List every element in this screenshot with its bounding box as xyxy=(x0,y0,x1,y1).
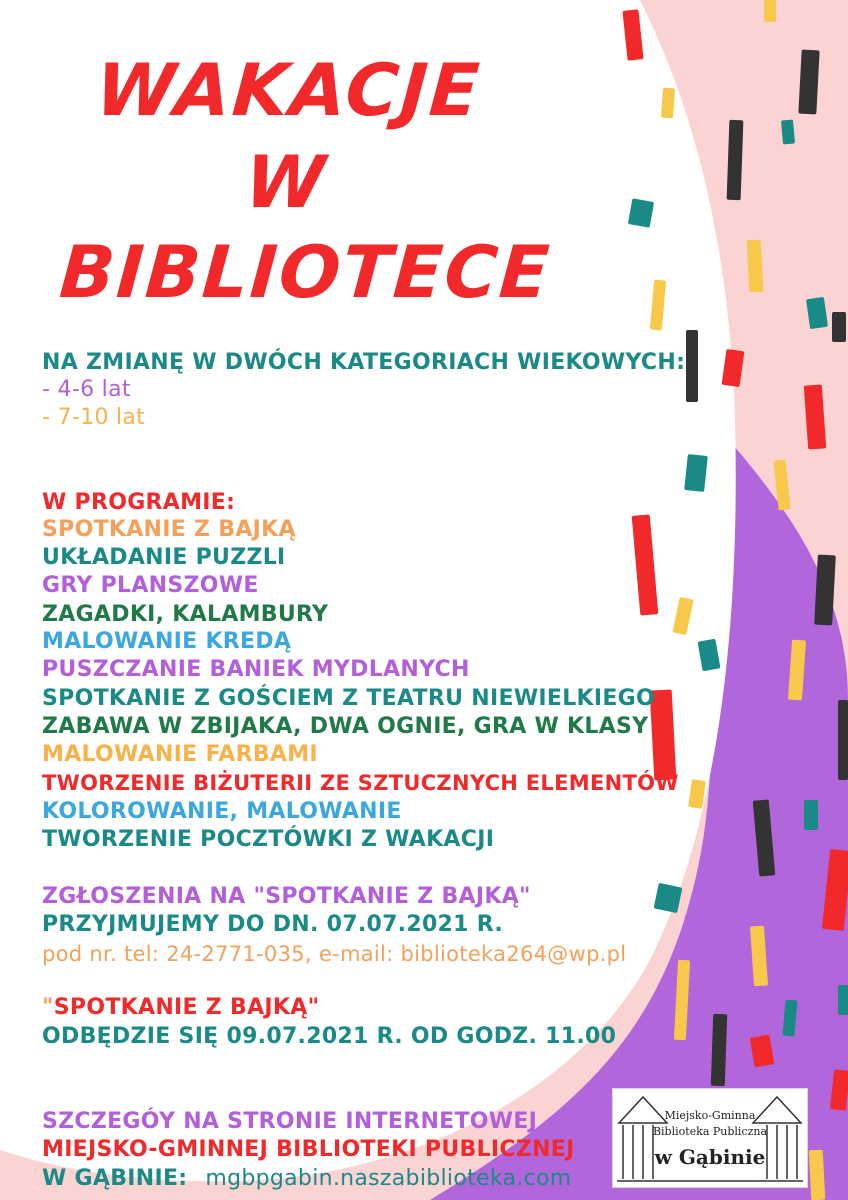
title-line-1: WAKACJE xyxy=(93,48,484,132)
program-item: TWORZENIE POCZTÓWKI Z WAKACJI xyxy=(42,827,495,852)
footer-line-2: MIEJSKO-GMINNEJ BIBLIOTEKI PUBLICZNEJ xyxy=(42,1137,575,1162)
program-item: ZABAWA W ZBIJAKA, DWA OGNIE, GRA W KLASY xyxy=(42,714,649,739)
confetti-piece xyxy=(809,1150,826,1200)
footer-line-1: SZCZEGÓY NA STRONIE INTERNETOWEJ xyxy=(42,1109,538,1134)
program-item: GRY PLANSZOWE xyxy=(42,573,259,598)
confetti-piece xyxy=(832,312,846,342)
program-item: MALOWANIE FARBAMI xyxy=(42,742,318,767)
confetti-piece xyxy=(798,50,819,115)
program-heading: W PROGRAMIE: xyxy=(42,490,236,515)
event-date: ODBĘDZIE SIĘ 09.07.2021 R. OD GODZ. 11.00 xyxy=(42,1024,617,1049)
confetti-piece xyxy=(804,800,818,830)
footer-location: W GĄBINIE: xyxy=(42,1166,188,1191)
confetti-piece xyxy=(727,120,744,200)
logo-line-1: Miejsko-Gminna xyxy=(664,1109,756,1122)
confetti-piece xyxy=(684,454,708,492)
confetti-piece xyxy=(661,88,675,119)
program-item: TWORZENIE BIŻUTERII ZE SZTUCZNYCH ELEMENTÓW xyxy=(42,771,679,795)
confetti-piece xyxy=(764,0,776,22)
footer-url[interactable]: mgbpgabin.naszabiblioteka.com xyxy=(205,1166,572,1191)
program-item: PUSZCZANIE BANIEK MYDLANYCH xyxy=(42,657,470,682)
confetti-piece xyxy=(838,985,848,1015)
age-item-1: - 4-6 lat xyxy=(42,377,131,402)
title-line-3: BIBLIOTECE xyxy=(57,230,554,314)
confetti-piece xyxy=(711,1014,728,1086)
program-item: SPOTKANIE Z BAJKĄ xyxy=(42,517,296,542)
confetti-piece xyxy=(747,240,764,293)
program-item: ZAGADKI, KALAMBURY xyxy=(42,602,329,627)
confetti-piece xyxy=(838,700,848,780)
confetti-piece xyxy=(628,198,654,227)
title-line-2: W xyxy=(242,140,330,224)
library-building-icon xyxy=(613,1089,807,1187)
program-item: SPOTKANIE Z GOŚCIEM Z TEATRU NIEWIELKIEGO xyxy=(42,686,656,711)
footer-line-3 xyxy=(42,1164,571,1193)
registration-line-2: PRZYJMUJEMY DO DN. 07.07.2021 R. xyxy=(42,912,504,937)
registration-line-1: ZGŁOSZENIA NA "SPOTKANIE Z BAJKĄ" xyxy=(42,884,531,909)
logo-line-3: w Gąbinie xyxy=(654,1145,766,1169)
confetti-piece xyxy=(814,555,836,626)
program-item: UKŁADANIE PUZZLI xyxy=(42,545,286,570)
age-heading: NA ZMIANĘ W DWÓCH KATEGORIACH WIEKOWYCH: xyxy=(42,350,686,375)
confetti-piece xyxy=(781,120,795,145)
logo-line-2: Biblioteka Publiczna xyxy=(652,1125,768,1138)
event-name xyxy=(42,993,319,1022)
library-logo xyxy=(612,1088,808,1188)
registration-contact: pod nr. tel: 24-2771-035, e-mail: biblioteka264@wp.pl xyxy=(42,942,627,966)
confetti-piece xyxy=(686,330,698,402)
program-item: MALOWANIE KREDĄ xyxy=(42,629,292,654)
age-item-2: - 7-10 lat xyxy=(42,405,146,430)
event-title: SPOTKANIE Z BAJKĄ" xyxy=(53,995,320,1020)
program-item: KOLOROWANIE, MALOWANIE xyxy=(42,799,402,824)
event-quote: " xyxy=(42,995,54,1020)
